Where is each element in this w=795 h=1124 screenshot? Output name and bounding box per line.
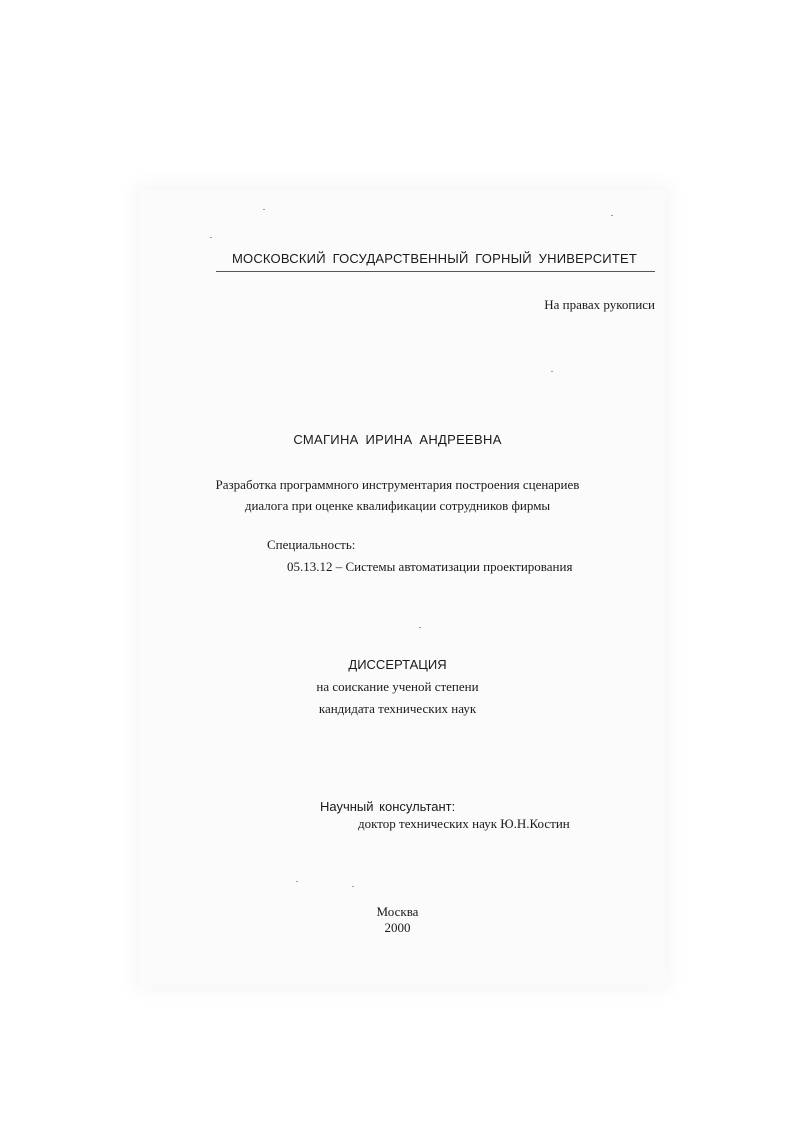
thesis-title-line-2: диалога при оценке квалификации сотрудников фирмы — [244, 498, 551, 513]
city: Москва — [376, 904, 419, 919]
scan-speck — [263, 209, 265, 210]
scan-speck — [210, 237, 212, 238]
dissertation-type: ДИССЕРТАЦИЯ — [348, 657, 447, 672]
scan-speck — [551, 371, 553, 372]
header-divider — [216, 271, 655, 272]
specialty-label: Специальность: — [267, 537, 356, 552]
university-name: МОСКОВСКИЙ ГОСУДАРСТВЕННЫЙ ГОРНЫЙ УНИВЕРСИТЕТ — [232, 251, 637, 266]
degree-line-1: на соискание ученой степени — [316, 679, 479, 694]
manuscript-note: На правах рукописи — [544, 297, 655, 312]
scan-speck — [352, 886, 354, 887]
specialty-value: 05.13.12 – Системы автоматизации проектирования — [287, 559, 573, 574]
scan-speck — [296, 881, 298, 882]
scan-speck — [611, 215, 613, 216]
consultant-name: доктор технических наук Ю.Н.Костин — [358, 816, 570, 831]
scan-speck — [419, 627, 421, 628]
thesis-title-line-1: Разработка программного инструментария построения сценариев — [215, 477, 580, 492]
year: 2000 — [384, 920, 411, 935]
consultant-label: Научный консультант: — [320, 799, 456, 814]
author-name: СМАГИНА ИРИНА АНДРЕЕВНА — [293, 432, 502, 447]
degree-line-2: кандидата технических наук — [318, 701, 477, 716]
